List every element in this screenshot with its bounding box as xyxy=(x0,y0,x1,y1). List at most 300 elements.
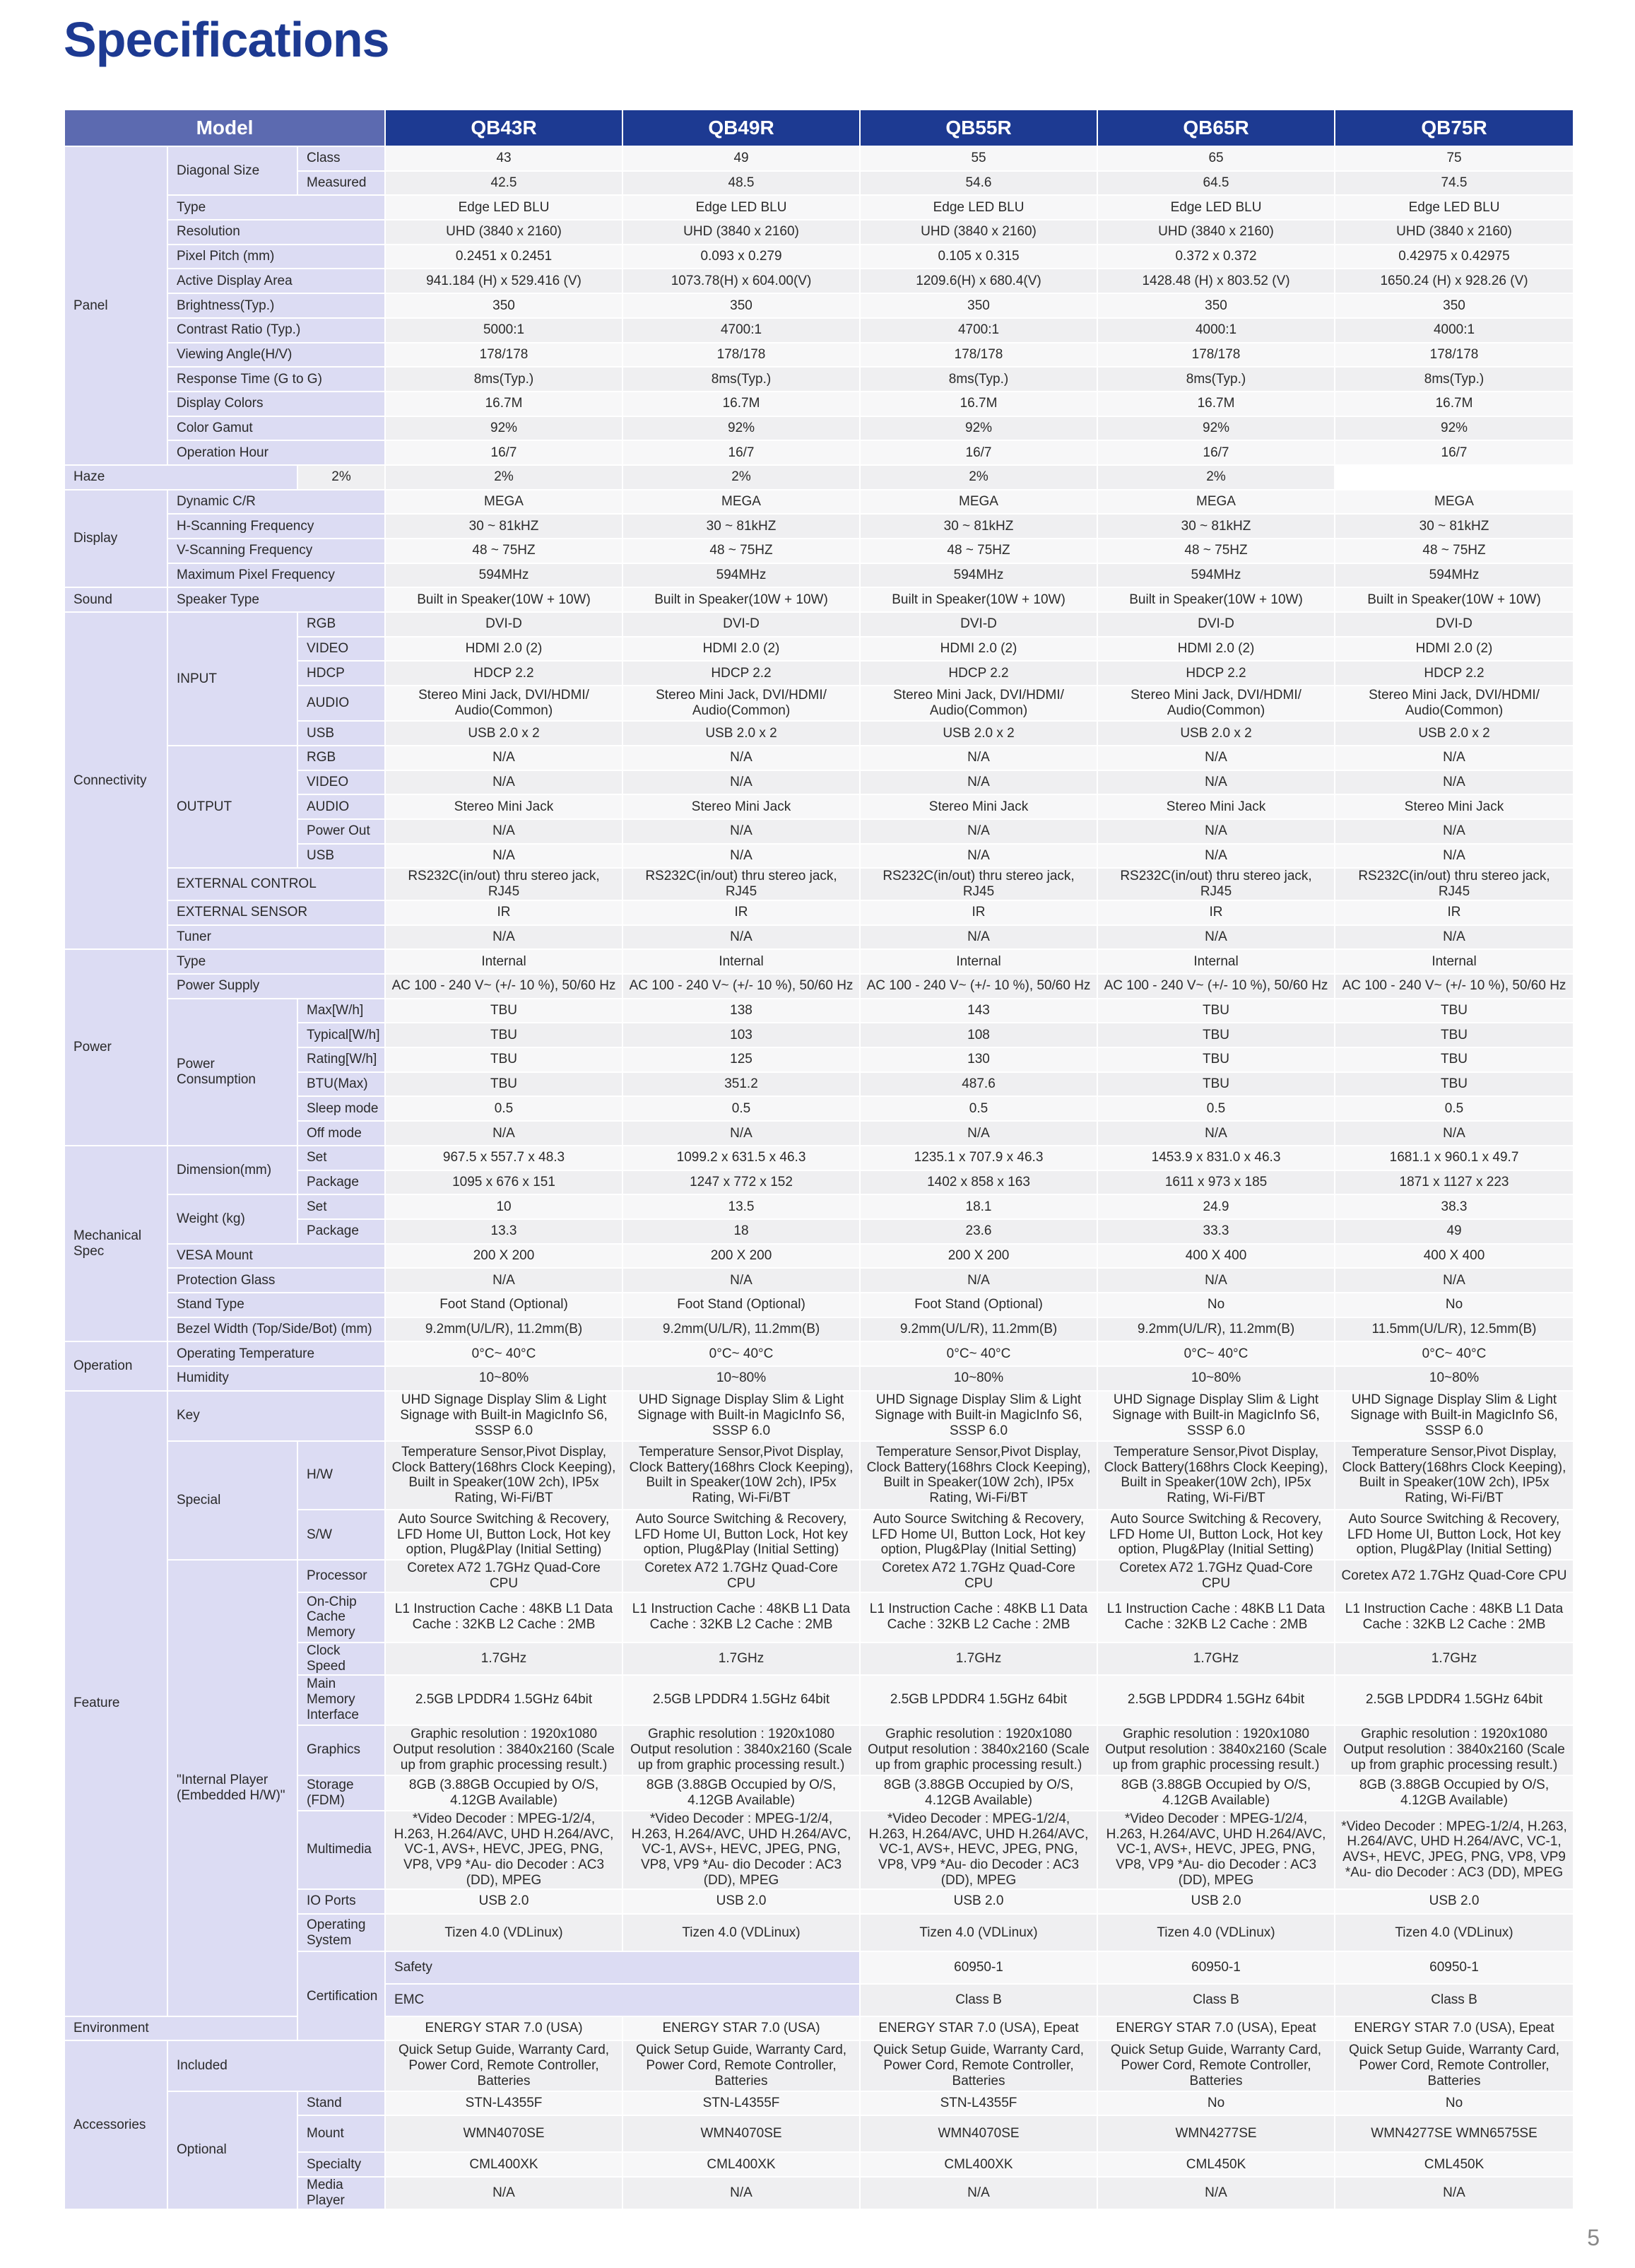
spec-value: N/A xyxy=(622,746,860,770)
spec-value: 1650.24 (H) x 928.26 (V) xyxy=(1335,269,1574,293)
spec-value: UHD Signage Display Slim & Light Signage with Built-in MagicInfo S6, SSSP 6.0 xyxy=(622,1391,860,1441)
spec-value: L1 Instruction Cache : 48KB L1 Data Cache : 32KB L2 Cache : 2MB xyxy=(1097,1592,1335,1643)
spec-value: Quick Setup Guide, Warranty Card, Power Cord, Remote Controller, Batteries xyxy=(622,2040,860,2091)
spec-value: Auto Source Switching & Recovery, LFD Home UI, Button Lock, Hot key option, Plug&Play (Initial Setting) xyxy=(385,1510,622,1560)
spec-value: CML450K xyxy=(1097,2152,1335,2177)
spec-label: "Internal Player (Embedded H/W)" xyxy=(167,1560,297,2016)
spec-value: 33.3 xyxy=(1097,1219,1335,1244)
spec-label: Type xyxy=(167,949,385,974)
spec-value: 2% xyxy=(297,465,385,490)
spec-value: 130 xyxy=(860,1047,1097,1072)
spec-value: 103 xyxy=(622,1023,860,1047)
spec-value: 8ms(Typ.) xyxy=(622,367,860,392)
page-number: 5 xyxy=(1587,2225,1600,2250)
spec-value: 49 xyxy=(1335,1219,1574,1244)
spec-value: 0.372 x 0.372 xyxy=(1097,245,1335,269)
spec-value: Tizen 4.0 (VDLinux) xyxy=(622,1914,860,1952)
spec-value: DVI-D xyxy=(622,612,860,637)
spec-value: 0°C~ 40°C xyxy=(860,1341,1097,1366)
spec-value: 4000:1 xyxy=(1335,318,1574,343)
spec-value: 350 xyxy=(860,293,1097,318)
spec-value: 0.5 xyxy=(385,1096,622,1121)
spec-value: L1 Instruction Cache : 48KB L1 Data Cache : 32KB L2 Cache : 2MB xyxy=(385,1592,622,1643)
spec-label: Environment xyxy=(64,2016,297,2041)
spec-value: 594MHz xyxy=(622,563,860,588)
spec-value: Coretex A72 1.7GHz Quad-Core CPU xyxy=(860,1560,1097,1592)
spec-row xyxy=(64,367,1574,392)
spec-value: 1402 x 858 x 163 xyxy=(860,1170,1097,1195)
spec-row xyxy=(64,2091,1574,2116)
spec-value: Class B xyxy=(860,1984,1097,2016)
spec-value: DVI-D xyxy=(1097,612,1335,637)
spec-value: *Video Decoder : MPEG-1/2/4, H.263, H.264/AVC, UHD H.264/AVC, VC-1, AVS+, HEVC, JPEG, PNG, VP8, VP9 *Au- dio Decoder : AC3 (DD), MPEG xyxy=(1097,1811,1335,1889)
spec-value: 0.5 xyxy=(622,1096,860,1121)
spec-label: Dimension(mm) xyxy=(167,1146,297,1194)
spec-value: N/A xyxy=(385,746,622,770)
spec-value: L1 Instruction Cache : 48KB L1 Data Cache : 32KB L2 Cache : 2MB xyxy=(860,1592,1097,1643)
spec-value: N/A xyxy=(860,1121,1097,1146)
spec-label: Stand xyxy=(297,2091,385,2116)
spec-value: UHD (3840 x 2160) xyxy=(1097,220,1335,245)
spec-value: CML400XK xyxy=(622,2152,860,2177)
spec-value: 1611 x 973 x 185 xyxy=(1097,1170,1335,1195)
spec-value: 48 ~ 75HZ xyxy=(622,539,860,563)
spec-label: Type xyxy=(167,195,385,220)
spec-value: 55 xyxy=(860,146,1097,171)
spec-value: 10~80% xyxy=(860,1366,1097,1391)
spec-value: N/A xyxy=(1335,819,1574,844)
spec-value: 10~80% xyxy=(1335,1366,1574,1391)
spec-label: Key xyxy=(167,1391,385,1441)
spec-label: Protection Glass xyxy=(167,1268,385,1293)
spec-value: 10~80% xyxy=(385,1366,622,1391)
spec-value: 9.2mm(U/L/R), 11.2mm(B) xyxy=(860,1317,1097,1342)
spec-value: MEGA xyxy=(1097,490,1335,515)
spec-value: 30 ~ 81kHZ xyxy=(385,514,622,539)
spec-value: 1.7GHz xyxy=(1335,1643,1574,1675)
spec-value: 8ms(Typ.) xyxy=(385,367,622,392)
spec-value: 9.2mm(U/L/R), 11.2mm(B) xyxy=(622,1317,860,1342)
spec-value: 64.5 xyxy=(1097,171,1335,196)
spec-table-body xyxy=(64,146,1574,2209)
spec-label: Weight (kg) xyxy=(167,1194,297,1243)
spec-value: 43 xyxy=(385,146,622,171)
spec-value: 2.5GB LPDDR4 1.5GHz 64bit xyxy=(385,1675,622,1725)
spec-value: 2.5GB LPDDR4 1.5GHz 64bit xyxy=(860,1675,1097,1725)
spec-value: L1 Instruction Cache : 48KB L1 Data Cache : 32KB L2 Cache : 2MB xyxy=(622,1592,860,1643)
spec-value: Temperature Sensor,Pivot Display, Clock Battery(168hrs Clock Keeping), Built in Speaker(10W 2ch), IP5x Rating, Wi-Fi/BT xyxy=(385,1441,622,1510)
spec-value: Quick Setup Guide, Warranty Card, Power Cord, Remote Controller, Batteries xyxy=(1097,2040,1335,2091)
spec-value: 1428.48 (H) x 803.52 (V) xyxy=(1097,269,1335,293)
spec-label: Set xyxy=(297,1146,385,1170)
model-column-header: QB75R xyxy=(1335,110,1574,146)
spec-value: 92% xyxy=(1335,416,1574,441)
spec-value: AC 100 - 240 V~ (+/- 10 %), 50/60 Hz xyxy=(385,974,622,999)
spec-value: 2.5GB LPDDR4 1.5GHz 64bit xyxy=(622,1675,860,1725)
spec-value: Stereo Mini Jack xyxy=(622,794,860,819)
spec-label: Typical[W/h] xyxy=(297,1023,385,1047)
spec-value: RS232C(in/out) thru stereo jack, RJ45 xyxy=(1097,868,1335,900)
spec-value: MEGA xyxy=(385,490,622,515)
spec-label: Haze xyxy=(64,465,297,490)
spec-label: Special xyxy=(167,1441,297,1560)
spec-value: Temperature Sensor,Pivot Display, Clock Battery(168hrs Clock Keeping), Built in Speaker(10W 2ch), IP5x Rating, Wi-Fi/BT xyxy=(622,1441,860,1510)
spec-value: 75 xyxy=(1335,146,1574,171)
spec-value: 594MHz xyxy=(1097,563,1335,588)
spec-label: Stand Type xyxy=(167,1293,385,1317)
spec-value: 92% xyxy=(1097,416,1335,441)
spec-value: WMN4070SE xyxy=(622,2115,860,2152)
spec-value: Class B xyxy=(1097,1984,1335,2016)
spec-value: AC 100 - 240 V~ (+/- 10 %), 50/60 Hz xyxy=(860,974,1097,999)
spec-label: Operation xyxy=(64,1341,167,1390)
spec-value: 2% xyxy=(860,465,1097,490)
spec-value: Temperature Sensor,Pivot Display, Clock Battery(168hrs Clock Keeping), Built in Speaker(10W 2ch), IP5x Rating, Wi-Fi/BT xyxy=(1097,1441,1335,1510)
spec-value: 13.3 xyxy=(385,1219,622,1244)
spec-value: USB 2.0 xyxy=(860,1889,1097,1914)
spec-row xyxy=(64,612,1574,637)
spec-label: Power Consumption xyxy=(167,999,297,1146)
spec-value: RS232C(in/out) thru stereo jack, RJ45 xyxy=(1335,868,1574,900)
spec-value: L1 Instruction Cache : 48KB L1 Data Cache : 32KB L2 Cache : 2MB xyxy=(1335,1592,1574,1643)
spec-value: N/A xyxy=(860,2177,1097,2209)
spec-value: 1235.1 x 707.9 x 46.3 xyxy=(860,1146,1097,1170)
spec-value: 200 X 200 xyxy=(622,1244,860,1269)
spec-value: Built in Speaker(10W + 10W) xyxy=(860,587,1097,612)
spec-value: 16/7 xyxy=(860,440,1097,465)
spec-value: ENERGY STAR 7.0 (USA), Epeat xyxy=(1097,2016,1335,2041)
spec-value: 10 xyxy=(385,1194,622,1219)
spec-value: Coretex A72 1.7GHz Quad-Core CPU xyxy=(622,1560,860,1592)
spec-value: DVI-D xyxy=(1335,612,1574,637)
spec-value: Graphic resolution : 1920x1080 Output resolution : 3840x2160 (Scale up from graphic processing result.) xyxy=(860,1725,1097,1775)
spec-value: Auto Source Switching & Recovery, LFD Home UI, Button Lock, Hot key option, Plug&Play (Initial Setting) xyxy=(622,1510,860,1560)
spec-label: Power xyxy=(64,949,167,1146)
spec-label: Class xyxy=(297,146,385,171)
spec-label: H/W xyxy=(297,1441,385,1510)
spec-row xyxy=(64,220,1574,245)
spec-value: 1871 x 1127 x 223 xyxy=(1335,1170,1574,1195)
spec-row xyxy=(64,343,1574,368)
spec-value: Stereo Mini Jack, DVI/HDMI/ Audio(Common) xyxy=(622,686,860,721)
spec-value: No xyxy=(1335,1293,1574,1317)
spec-value: WMN4070SE xyxy=(385,2115,622,2152)
spec-value: N/A xyxy=(860,1268,1097,1293)
spec-value: No xyxy=(1335,2091,1574,2116)
spec-label: HDCP xyxy=(297,661,385,686)
spec-row xyxy=(64,514,1574,539)
spec-value: USB 2.0 xyxy=(385,1889,622,1914)
spec-label: Measured xyxy=(297,171,385,196)
spec-row xyxy=(64,900,1574,925)
spec-value: 350 xyxy=(622,293,860,318)
spec-value: WMN4070SE xyxy=(860,2115,1097,2152)
spec-label: Specialty xyxy=(297,2152,385,2177)
model-column-header: QB49R xyxy=(622,110,860,146)
spec-value: Built in Speaker(10W + 10W) xyxy=(385,587,622,612)
spec-label: EXTERNAL CONTROL xyxy=(167,868,385,900)
spec-value: 8ms(Typ.) xyxy=(860,367,1097,392)
spec-label: Multimedia xyxy=(297,1811,385,1889)
spec-value: 16.7M xyxy=(860,392,1097,416)
spec-value: Tizen 4.0 (VDLinux) xyxy=(385,1914,622,1952)
spec-value: 60950-1 xyxy=(1097,1951,1335,1984)
spec-row xyxy=(64,1441,1574,1510)
spec-row xyxy=(64,1317,1574,1342)
spec-value: N/A xyxy=(1097,1268,1335,1293)
spec-value: WMN4277SE xyxy=(1097,2115,1335,2152)
spec-label: OUTPUT xyxy=(167,746,297,868)
spec-value: HDMI 2.0 (2) xyxy=(385,637,622,662)
spec-value: 48 ~ 75HZ xyxy=(385,539,622,563)
spec-row xyxy=(64,1194,1574,1219)
spec-value: 16/7 xyxy=(385,440,622,465)
model-column-header: QB55R xyxy=(860,110,1097,146)
spec-value: No xyxy=(1097,2091,1335,2116)
spec-value: Edge LED BLU xyxy=(860,195,1097,220)
spec-label: Response Time (G to G) xyxy=(167,367,385,392)
spec-value: ENERGY STAR 7.0 (USA), Epeat xyxy=(1335,2016,1574,2041)
spec-value: TBU xyxy=(385,1072,622,1097)
spec-value: 2.5GB LPDDR4 1.5GHz 64bit xyxy=(1335,1675,1574,1725)
spec-row xyxy=(64,245,1574,269)
spec-label: Off mode xyxy=(297,1121,385,1146)
spec-label: USB xyxy=(297,844,385,869)
spec-value: 16/7 xyxy=(1335,440,1574,465)
spec-value: 8GB (3.88GB Occupied by O/S, 4.12GB Available) xyxy=(622,1775,860,1811)
spec-row xyxy=(64,539,1574,563)
spec-value: N/A xyxy=(622,925,860,950)
spec-value: 594MHz xyxy=(1335,563,1574,588)
spec-value: TBU xyxy=(1335,999,1574,1023)
spec-row xyxy=(64,1366,1574,1391)
spec-value: 18 xyxy=(622,1219,860,1244)
spec-value: 13.5 xyxy=(622,1194,860,1219)
spec-label: Diagonal Size xyxy=(167,146,297,195)
spec-value: N/A xyxy=(1335,1268,1574,1293)
spec-value: TBU xyxy=(385,999,622,1023)
spec-label: AUDIO xyxy=(297,686,385,721)
spec-value: Stereo Mini Jack, DVI/HDMI/ Audio(Common) xyxy=(1097,686,1335,721)
spec-value: 18.1 xyxy=(860,1194,1097,1219)
spec-value: N/A xyxy=(385,2177,622,2209)
spec-value: Tizen 4.0 (VDLinux) xyxy=(860,1914,1097,1952)
spec-row xyxy=(64,269,1574,293)
spec-label: EXTERNAL SENSOR xyxy=(167,900,385,925)
spec-value: N/A xyxy=(860,925,1097,950)
spec-value: MEGA xyxy=(1335,490,1574,515)
spec-label: Bezel Width (Top/Side/Bot) (mm) xyxy=(167,1317,385,1342)
spec-value: 1453.9 x 831.0 x 46.3 xyxy=(1097,1146,1335,1170)
spec-row xyxy=(64,2016,1574,2041)
spec-value: 42.5 xyxy=(385,171,622,196)
spec-row xyxy=(64,1341,1574,1366)
spec-value: 8GB (3.88GB Occupied by O/S, 4.12GB Available) xyxy=(1097,1775,1335,1811)
spec-value: N/A xyxy=(622,1121,860,1146)
spec-value: 0.42975 x 0.42975 xyxy=(1335,245,1574,269)
spec-value: ENERGY STAR 7.0 (USA) xyxy=(622,2016,860,2041)
spec-value: ENERGY STAR 7.0 (USA) xyxy=(385,2016,622,2041)
spec-value: TBU xyxy=(1097,1047,1335,1072)
spec-value: Stereo Mini Jack, DVI/HDMI/ Audio(Common) xyxy=(1335,686,1574,721)
spec-value: 4700:1 xyxy=(622,318,860,343)
spec-value: AC 100 - 240 V~ (+/- 10 %), 50/60 Hz xyxy=(1097,974,1335,999)
spec-row xyxy=(64,490,1574,515)
spec-value: 1247 x 772 x 152 xyxy=(622,1170,860,1195)
spec-value: IR xyxy=(385,900,622,925)
spec-value: 8ms(Typ.) xyxy=(1097,367,1335,392)
spec-value: 1681.1 x 960.1 x 49.7 xyxy=(1335,1146,1574,1170)
spec-value: N/A xyxy=(622,844,860,869)
spec-label: Sound xyxy=(64,587,167,612)
spec-value: 92% xyxy=(622,416,860,441)
spec-row xyxy=(64,440,1574,465)
spec-value: 74.5 xyxy=(1335,171,1574,196)
spec-label: Accessories xyxy=(64,2040,167,2209)
spec-value: 8ms(Typ.) xyxy=(1335,367,1574,392)
spec-value: Coretex A72 1.7GHz Quad-Core CPU xyxy=(1097,1560,1335,1592)
spec-label: RGB xyxy=(297,746,385,770)
spec-value: Stereo Mini Jack, DVI/HDMI/ Audio(Common) xyxy=(860,686,1097,721)
spec-row xyxy=(64,392,1574,416)
spec-value: 1.7GHz xyxy=(622,1643,860,1675)
spec-value: 16.7M xyxy=(385,392,622,416)
spec-label: Processor xyxy=(297,1560,385,1592)
spec-value: Quick Setup Guide, Warranty Card, Power Cord, Remote Controller, Batteries xyxy=(385,2040,622,2091)
spec-value: 30 ~ 81kHZ xyxy=(622,514,860,539)
spec-label: Operation Hour xyxy=(167,440,385,465)
spec-value: DVI-D xyxy=(860,612,1097,637)
spec-value: 1099.2 x 631.5 x 46.3 xyxy=(622,1146,860,1170)
spec-value: 178/178 xyxy=(1097,343,1335,368)
spec-value: Tizen 4.0 (VDLinux) xyxy=(1335,1914,1574,1952)
spec-value: N/A xyxy=(385,844,622,869)
spec-value: 138 xyxy=(622,999,860,1023)
spec-label: Package xyxy=(297,1170,385,1195)
spec-value: Built in Speaker(10W + 10W) xyxy=(1335,587,1574,612)
spec-value: 1.7GHz xyxy=(1097,1643,1335,1675)
spec-value: 48 ~ 75HZ xyxy=(1097,539,1335,563)
spec-value: N/A xyxy=(860,819,1097,844)
spec-value: 16.7M xyxy=(1335,392,1574,416)
spec-value: 65 xyxy=(1097,146,1335,171)
spec-value: UHD (3840 x 2160) xyxy=(1335,220,1574,245)
spec-value: HDCP 2.2 xyxy=(622,661,860,686)
spec-value: N/A xyxy=(1097,2177,1335,2209)
spec-value: N/A xyxy=(1335,1121,1574,1146)
spec-row xyxy=(64,1146,1574,1170)
spec-value: UHD (3840 x 2160) xyxy=(385,220,622,245)
spec-value: USB 2.0 xyxy=(622,1889,860,1914)
spec-value: 200 X 200 xyxy=(860,1244,1097,1269)
spec-value: IR xyxy=(1097,900,1335,925)
spec-value: 2% xyxy=(622,465,860,490)
spec-value: MEGA xyxy=(622,490,860,515)
spec-label: Feature xyxy=(64,1391,167,2016)
spec-table xyxy=(64,109,1574,2210)
spec-value: Built in Speaker(10W + 10W) xyxy=(1097,587,1335,612)
spec-value: 30 ~ 81kHZ xyxy=(1335,514,1574,539)
model-header: Model xyxy=(64,110,385,146)
spec-value: No xyxy=(1097,1293,1335,1317)
spec-value: 5000:1 xyxy=(385,318,622,343)
spec-label: V-Scanning Frequency xyxy=(167,539,385,563)
spec-label: Speaker Type xyxy=(167,587,385,612)
spec-value: 23.6 xyxy=(860,1219,1097,1244)
spec-value: 2% xyxy=(1097,465,1335,490)
spec-value: N/A xyxy=(622,1268,860,1293)
spec-row xyxy=(64,416,1574,441)
spec-label: Mechanical Spec xyxy=(64,1146,167,1342)
spec-value: UHD (3840 x 2160) xyxy=(860,220,1097,245)
spec-value: 0°C~ 40°C xyxy=(1097,1341,1335,1366)
spec-label: VIDEO xyxy=(297,637,385,662)
spec-value: USB 2.0 x 2 xyxy=(622,721,860,746)
spec-label: Set xyxy=(297,1194,385,1219)
spec-value: TBU xyxy=(1097,999,1335,1023)
spec-value: MEGA xyxy=(860,490,1097,515)
spec-value: USB 2.0 xyxy=(1097,1889,1335,1914)
spec-value: 0.105 x 0.315 xyxy=(860,245,1097,269)
spec-value: AC 100 - 240 V~ (+/- 10 %), 50/60 Hz xyxy=(622,974,860,999)
spec-value: 8GB (3.88GB Occupied by O/S, 4.12GB Available) xyxy=(385,1775,622,1811)
spec-value: Stereo Mini Jack, DVI/HDMI/ Audio(Common) xyxy=(385,686,622,721)
spec-value: 594MHz xyxy=(860,563,1097,588)
spec-row xyxy=(64,293,1574,318)
spec-value: Auto Source Switching & Recovery, LFD Home UI, Button Lock, Hot key option, Plug&Play (Initial Setting) xyxy=(1335,1510,1574,1560)
spec-value: Stereo Mini Jack xyxy=(1335,794,1574,819)
spec-value: 400 X 400 xyxy=(1335,1244,1574,1269)
spec-value: 941.184 (H) x 529.416 (V) xyxy=(385,269,622,293)
spec-value: 92% xyxy=(860,416,1097,441)
spec-value: 178/178 xyxy=(385,343,622,368)
spec-row xyxy=(64,587,1574,612)
spec-value: N/A xyxy=(385,819,622,844)
spec-value: 200 X 200 xyxy=(385,1244,622,1269)
spec-value: N/A xyxy=(385,1268,622,1293)
spec-value: 0.5 xyxy=(1097,1096,1335,1121)
spec-label: Storage (FDM) xyxy=(297,1775,385,1811)
spec-value: IR xyxy=(860,900,1097,925)
spec-value: Internal xyxy=(860,949,1097,974)
spec-label: Brightness(Typ.) xyxy=(167,293,385,318)
spec-value: HDCP 2.2 xyxy=(1097,661,1335,686)
spec-label: VESA Mount xyxy=(167,1244,385,1269)
spec-value: 350 xyxy=(1097,293,1335,318)
spec-value: 4000:1 xyxy=(1097,318,1335,343)
spec-value: 10~80% xyxy=(1097,1366,1335,1391)
spec-value: TBU xyxy=(1335,1072,1574,1097)
spec-value: 0°C~ 40°C xyxy=(622,1341,860,1366)
spec-value: N/A xyxy=(860,844,1097,869)
spec-value: RS232C(in/out) thru stereo jack, RJ45 xyxy=(385,868,622,900)
spec-label: Safety xyxy=(385,1951,860,1984)
spec-value: Quick Setup Guide, Warranty Card, Power Cord, Remote Controller, Batteries xyxy=(860,2040,1097,2091)
spec-value: N/A xyxy=(860,770,1097,795)
spec-value: N/A xyxy=(1335,2177,1574,2209)
spec-value: 60950-1 xyxy=(860,1951,1097,1984)
spec-value: 4700:1 xyxy=(860,318,1097,343)
spec-row xyxy=(64,746,1574,770)
spec-value: N/A xyxy=(1335,925,1574,950)
spec-value: UHD (3840 x 2160) xyxy=(622,220,860,245)
spec-value: Internal xyxy=(1097,949,1335,974)
spec-value: 400 X 400 xyxy=(1097,1244,1335,1269)
spec-value: STN-L4355F xyxy=(860,2091,1097,2116)
spec-row xyxy=(64,1293,1574,1317)
spec-value: HDMI 2.0 (2) xyxy=(1335,637,1574,662)
spec-value: STN-L4355F xyxy=(385,2091,622,2116)
